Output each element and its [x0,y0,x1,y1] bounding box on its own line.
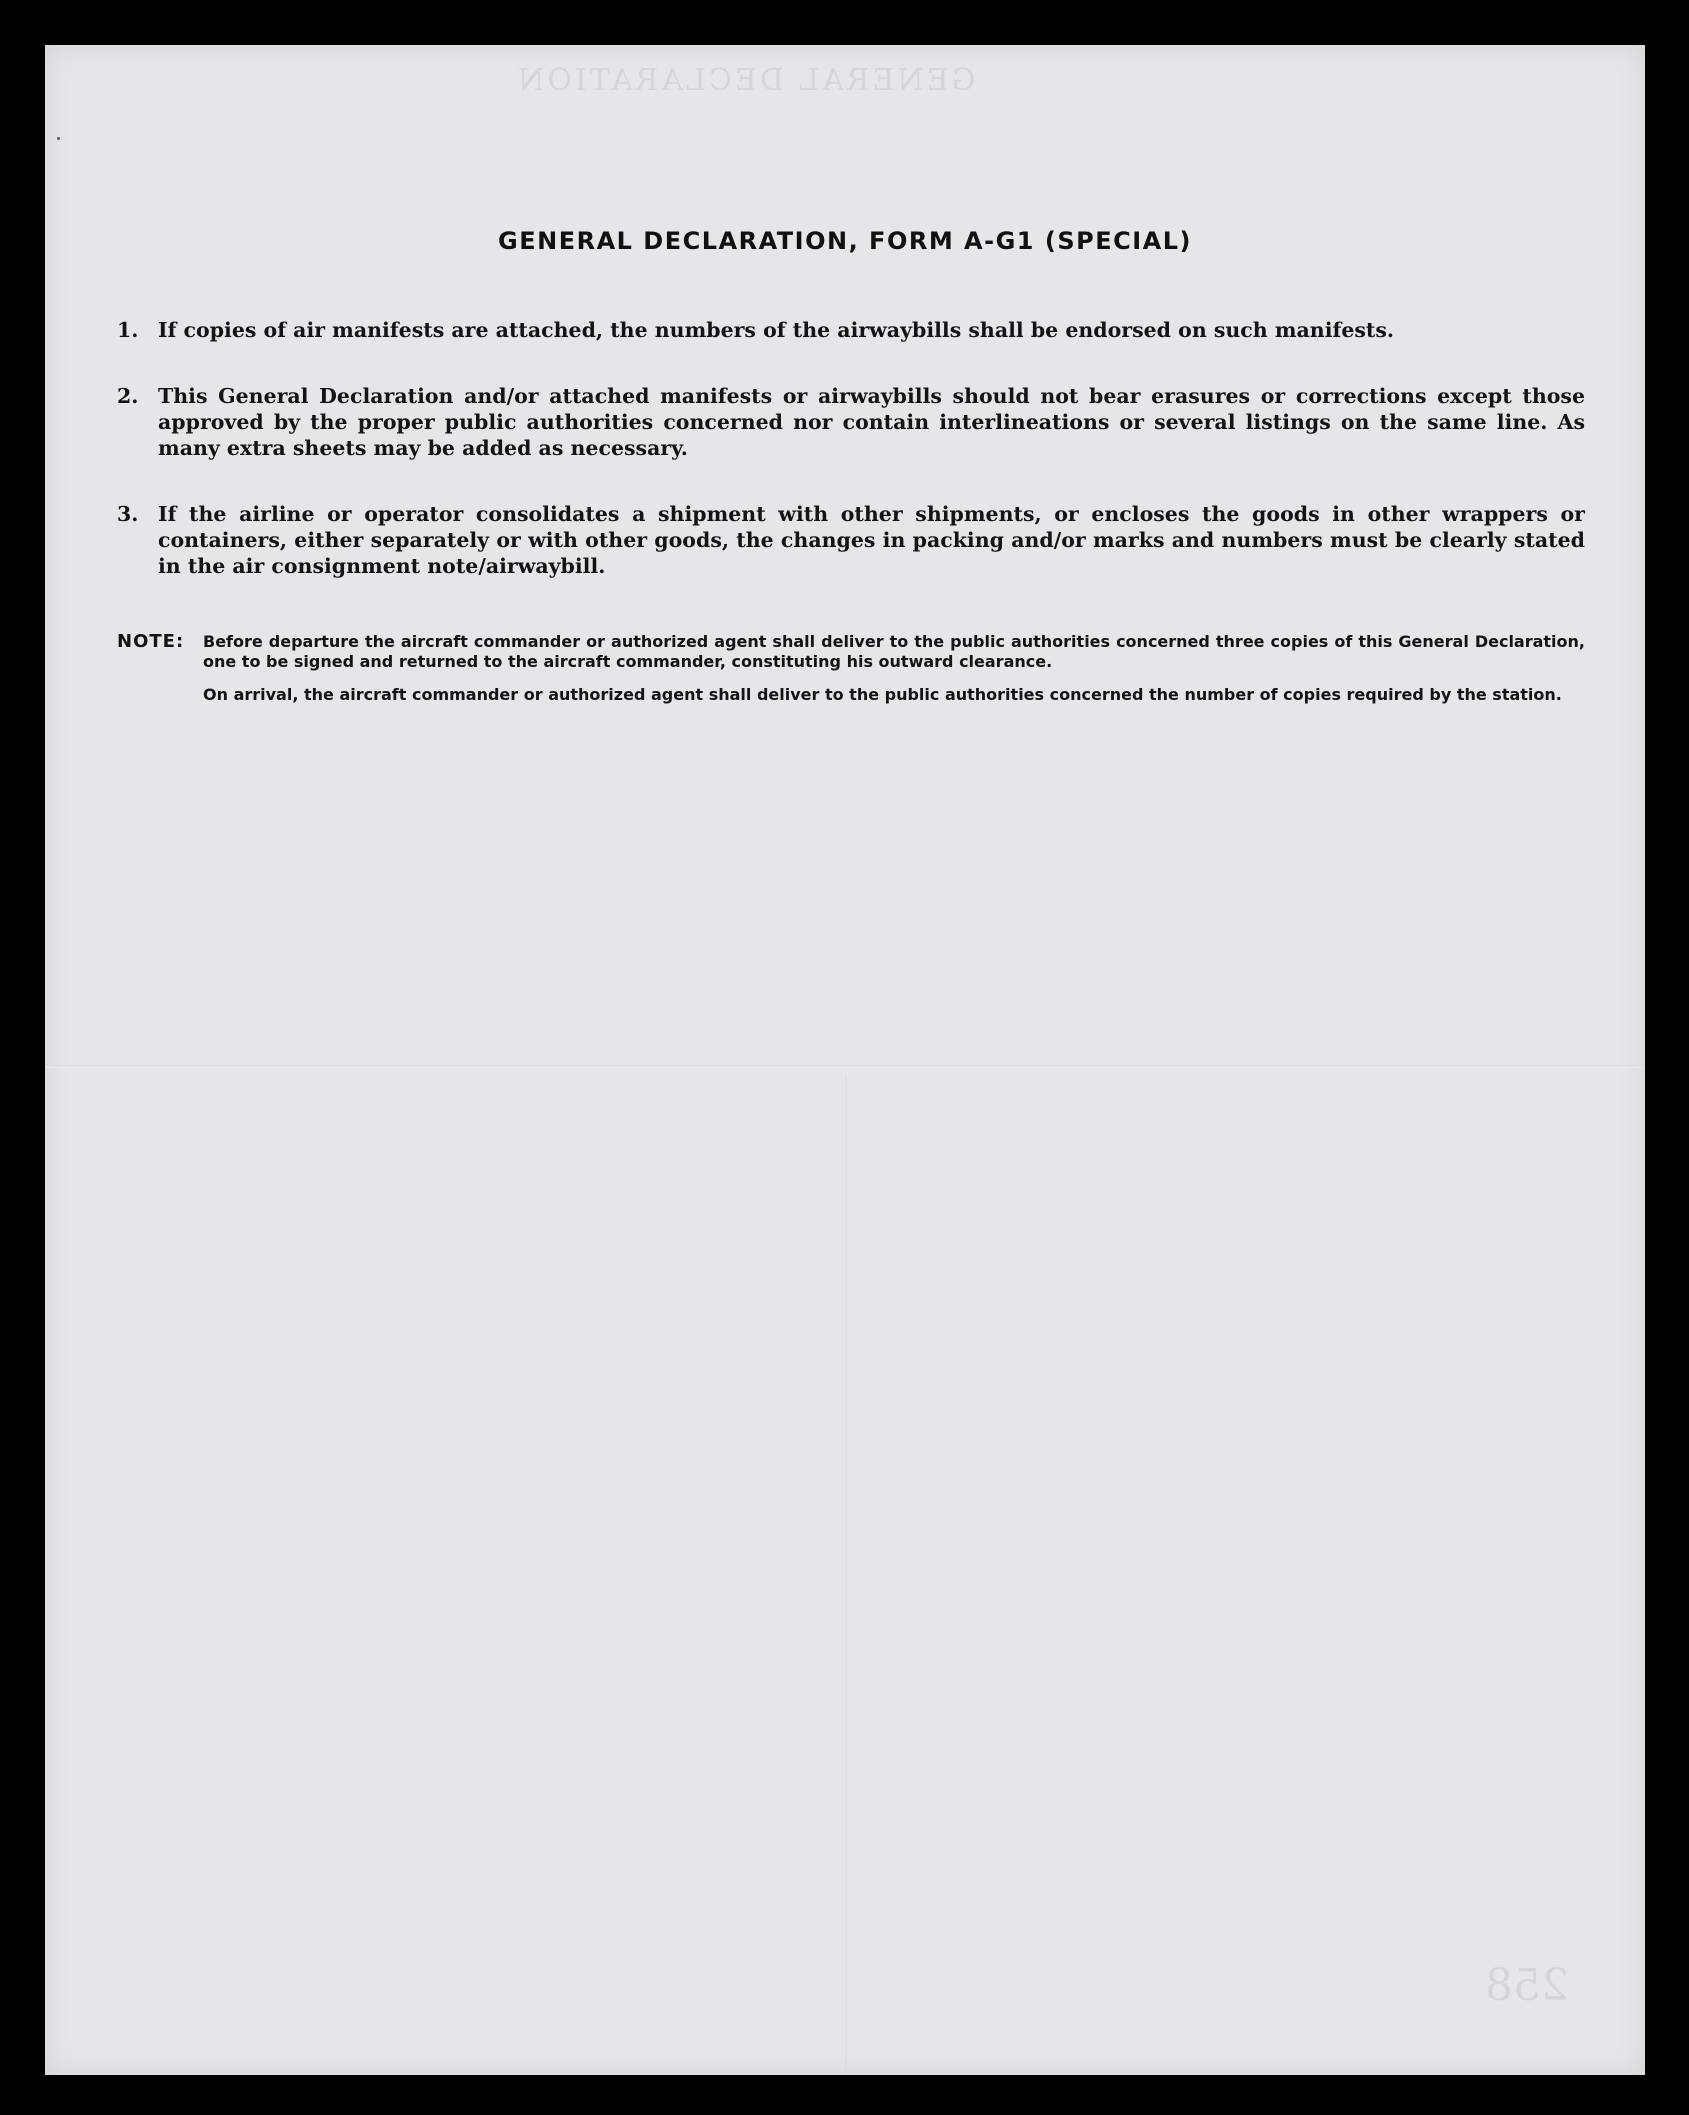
item-text: This General Declaration and/or attached manifests or airwaybills should not bear erasures or corrections except those approved by the proper public authorities concerned nor contain interlineations or several listings on the same line. As many extra sheets may be added as necessary. [158,384,1585,460]
page-title: GENERAL DECLARATION, FORM A-G1 (SPECIAL) [498,227,1192,255]
document-page [45,45,1645,2075]
list-item [117,501,1585,579]
paper-speck [57,137,60,140]
horizontal-fold-line [45,1065,1645,1068]
list-item [117,383,1585,461]
item-number: 2. [117,384,139,408]
list-item [117,317,1585,343]
vertical-fold-line [845,1075,847,2075]
bleed-through-page-number: 258 [1485,1960,1569,2011]
item-text: If copies of air manifests are attached, the numbers of the airwaybills shall be endorsed on such manifests. [158,318,1395,342]
note-block [117,632,1585,705]
note-paragraph: On arrival, the aircraft commander or authorized agent shall deliver to the public authorities concerned the number of copies required by the station. [203,685,1562,704]
item-text: If the airline or operator consolidates a shipment with other shipments, or encloses the goods in other wrappers or containers, either separately or with other goods, the changes in packing and/or marks and numbers must be clearly stated in the air consignment note/airwaybill. [158,502,1585,578]
item-number: 3. [117,502,139,526]
bleed-through-heading: GENERAL DECLARATION [515,63,976,98]
note-label: NOTE: [117,631,185,652]
note-paragraph: Before departure the aircraft commander or authorized agent shall deliver to the public authorities concerned three copies of this General Declaration, one to be signed and returned to the aircraft commander, constituting his outward clearance. [203,632,1585,671]
item-number: 1. [117,318,139,342]
